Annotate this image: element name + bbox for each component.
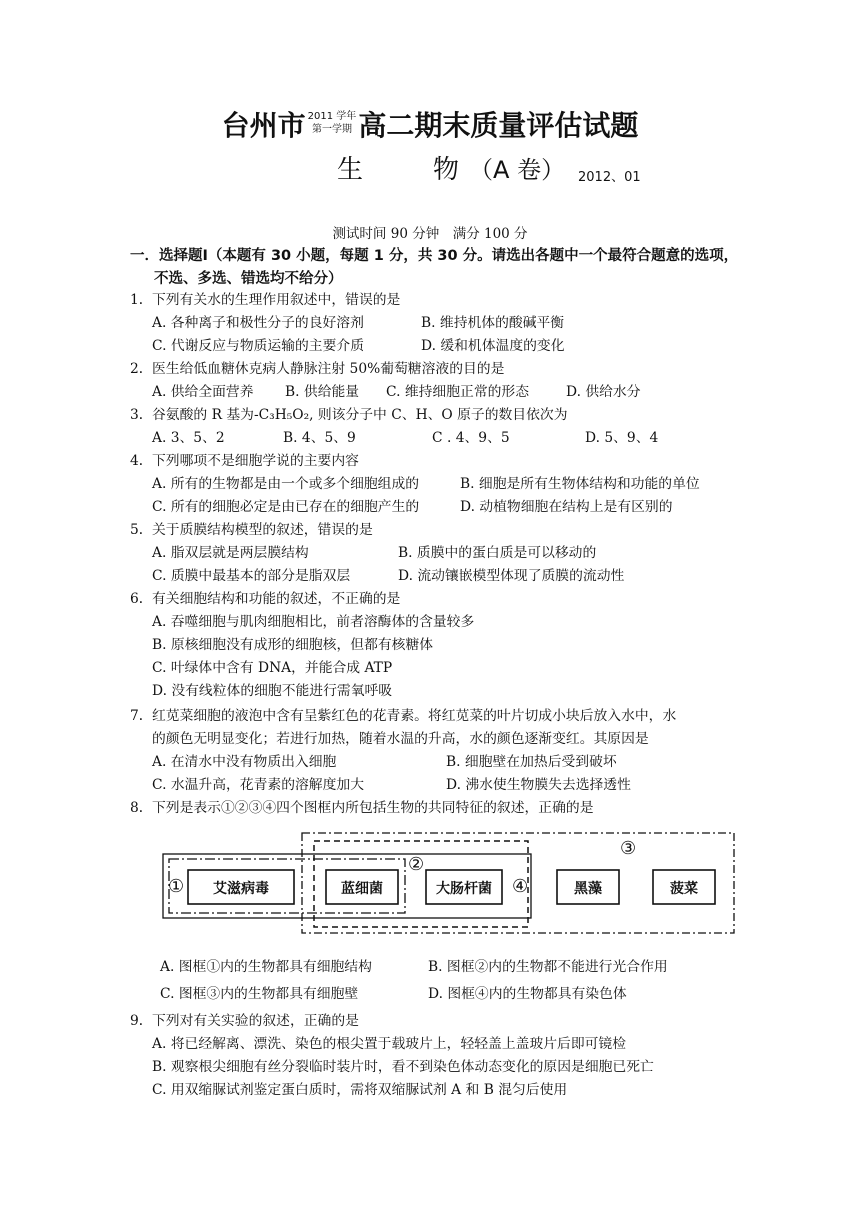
question-number: 4．	[130, 453, 153, 469]
option-d: D. 没有线粒体的细胞不能进行需氧呼吸	[152, 683, 393, 699]
option-b: B. 供给能量	[285, 384, 360, 400]
question-stem: 有关细胞结构和功能的叙述，不正确的是	[152, 591, 401, 607]
option-c: C. 用双缩脲试剂鉴定蛋白质时，需将双缩脲试剂 A 和 B 混匀后使用	[152, 1082, 568, 1098]
option-a: A. 吞噬细胞与肌肉细胞相比，前者溶酶体的含量较多	[152, 614, 475, 630]
option-b: B. 细胞壁在加热后受到破坏	[446, 754, 617, 770]
question-number: 8．	[130, 800, 153, 816]
question-number: 5．	[130, 522, 153, 538]
option-a: A. 3、5、2	[152, 430, 225, 446]
question-number: 6．	[130, 591, 153, 607]
option-c: C. 所有的细胞必定是由已存在的细胞产生的	[152, 499, 420, 515]
option-a: A. 脂双层就是两层膜结构	[152, 545, 309, 561]
subject-line	[337, 150, 565, 190]
question-stem: 下列哪项不是细胞学说的主要内容	[152, 453, 359, 469]
option-b: B. 质膜中的蛋白质是可以移动的	[398, 545, 597, 561]
organism-ecoli: 大肠杆菌	[436, 881, 492, 897]
option-d: D. 缓和机体温度的变化	[421, 338, 565, 354]
option-a: A. 所有的生物都是由一个或多个细胞组成的	[152, 476, 420, 492]
option-a: A. 将已经解离、漂洗、染色的根尖置于载玻片上，轻轻盖上盖玻片后即可镜检	[152, 1036, 627, 1052]
option-c: C . 4、9、5	[432, 430, 510, 446]
exam-title	[0, 106, 860, 146]
organism-hydrilla: 黑藻	[574, 881, 602, 897]
option-a: A. 供给全面营养	[152, 384, 254, 400]
section-line-1: 一．选择题Ⅰ（本题有 30 小题，每题 1 分，共 30 分。请选出各题中一个最符合题意的选项，	[130, 248, 739, 264]
question-stem: 医生给低血糖休克病人静脉注射 50%葡萄糖溶液的目的是	[152, 361, 505, 377]
question-number: 1．	[130, 292, 153, 308]
frame-label-2: ②	[408, 854, 425, 875]
question-3	[130, 404, 750, 427]
section-line-2: 不选、多选、错选均不给分）	[154, 271, 343, 287]
organism-cyanobacteria: 蓝细菌	[341, 881, 383, 897]
subject-char-1: 生	[337, 155, 364, 185]
question-stem: 关于质膜结构模型的叙述，错误的是	[152, 522, 373, 538]
question-number: 3．	[130, 407, 153, 423]
title-city: 台州市	[221, 109, 306, 142]
exam-date: 2012、01	[578, 170, 641, 185]
question-4	[130, 450, 750, 473]
option-c: C. 叶绿体中含有 DNA，并能合成 ATP	[152, 660, 393, 676]
option-c: C. 水温升高，花青素的溶解度加大	[152, 777, 364, 793]
question-stem: 下列有关水的生理作用叙述中，错误的是	[152, 292, 401, 308]
question-5	[130, 519, 750, 542]
option-d: D. 供给水分	[566, 384, 641, 400]
frame-label-3: ③	[620, 838, 637, 859]
frame-label-4: ④	[512, 876, 529, 897]
question-stem: 红苋菜细胞的液泡中含有呈紫红色的花青素。将红苋菜的叶片切成小块后放入水中，水	[152, 708, 677, 724]
option-c: C. 维持细胞正常的形态	[386, 384, 530, 400]
question-2	[130, 358, 750, 381]
question-number: 7．	[130, 708, 153, 724]
title-term	[308, 110, 357, 136]
option-b: B. 细胞是所有生物体结构和功能的单位	[460, 476, 700, 492]
title-year: 2011 学年	[307, 111, 357, 122]
option-d: D. 动植物细胞在结构上是有区别的	[460, 499, 673, 515]
paper-version: （A 卷）	[469, 156, 566, 184]
option-d: D. 沸水使生物膜失去选择透性	[446, 777, 631, 793]
option-d: D. 图框④内的生物都具有染色体	[428, 986, 627, 1002]
option-b: B. 原核细胞没有成形的细胞核，但都有核糖体	[152, 637, 434, 653]
option-c: C. 质膜中最基本的部分是脂双层	[152, 568, 351, 584]
exam-meta: 测试时间 90 分钟 满分 100 分	[332, 226, 528, 242]
title-main: 高二期末质量评估试题	[358, 109, 639, 142]
option-c: C. 图框③内的生物都具有细胞壁	[160, 986, 359, 1002]
option-c: C. 代谢反应与物质运输的主要介质	[152, 338, 364, 354]
question-7-stem-cont: 的颜色无明显变化；若进行加热，随着水温的升高，水的颜色逐渐变红。其原因是	[152, 731, 649, 747]
question-8	[130, 797, 750, 820]
option-b: B. 4、5、9	[283, 430, 356, 446]
question-stem: 下列是表示①②③④四个图框内所包括生物的共同特征的叙述，正确的是	[152, 800, 594, 816]
option-b: B. 维持机体的酸碱平衡	[421, 315, 565, 331]
subject-char-2: 物	[433, 155, 460, 185]
question-number: 2．	[130, 361, 153, 377]
question-1	[130, 289, 750, 312]
option-d: D. 流动镶嵌模型体现了质膜的流动性	[398, 568, 625, 584]
question-number: 9．	[130, 1013, 153, 1029]
option-a: A. 各种离子和极性分子的良好溶剂	[152, 315, 364, 331]
option-b: B. 观察根尖细胞有丝分裂临时装片时，看不到染色体动态变化的原因是细胞已死亡	[152, 1059, 654, 1075]
option-d: D. 5、9、4	[585, 430, 659, 446]
frame-label-1: ①	[168, 876, 185, 897]
question-stem: 下列对有关实验的叙述，正确的是	[152, 1013, 359, 1029]
organism-frame-diagram	[160, 830, 740, 938]
question-stem: 谷氨酸的 R 基为-C₃H₅O₂, 则该分子中 C、H、O 原子的数目依次为	[152, 407, 568, 423]
option-b: B. 图框②内的生物都不能进行光合作用	[428, 959, 668, 975]
question-9	[130, 1010, 750, 1033]
question-6	[130, 588, 750, 611]
section-heading	[130, 245, 740, 291]
option-a: A. 图框①内的生物都具有细胞结构	[160, 959, 372, 975]
option-a: A. 在清水中没有物质出入细胞	[152, 754, 337, 770]
title-semester: 第一学期	[311, 124, 352, 135]
organism-hiv: 艾滋病毒	[213, 881, 269, 897]
question-7	[130, 705, 750, 728]
organism-spinach: 菠菜	[670, 881, 698, 897]
